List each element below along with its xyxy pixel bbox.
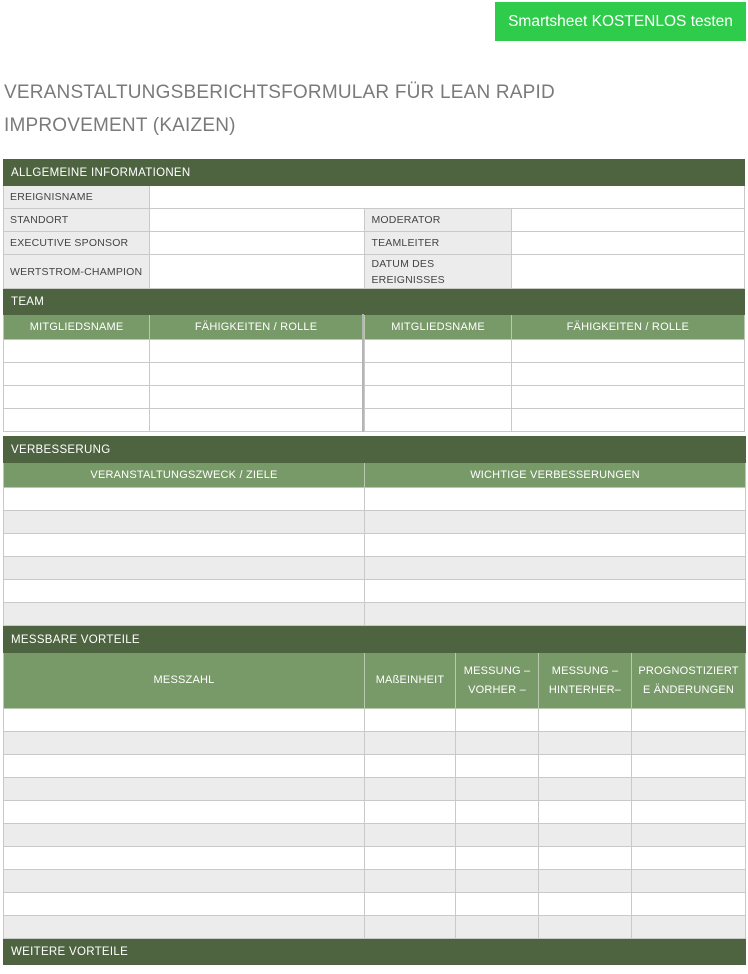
location-label: STANDORT — [4, 209, 150, 232]
benefit-cell[interactable] — [456, 893, 539, 916]
team-cell[interactable] — [511, 363, 744, 386]
team-cell[interactable] — [150, 340, 363, 363]
event-name-label: EREIGNISNAME — [4, 186, 150, 209]
benefit-cell[interactable] — [456, 870, 539, 893]
team-cell[interactable] — [4, 386, 150, 409]
team-cell[interactable] — [365, 363, 511, 386]
col-before: MESSUNG – VORHER – — [456, 653, 539, 709]
improvement-cell[interactable] — [4, 488, 365, 511]
benefit-cell[interactable] — [456, 709, 539, 732]
event-name-field[interactable] — [150, 186, 745, 209]
section-more-benefits: WEITERE VORTEILE — [4, 939, 746, 965]
benefit-cell[interactable] — [539, 801, 632, 824]
benefit-cell[interactable] — [456, 824, 539, 847]
section-improvement: VERBESSERUNG — [4, 437, 746, 463]
benefit-cell[interactable] — [632, 732, 746, 755]
benefit-cell[interactable] — [632, 709, 746, 732]
team-cell[interactable] — [511, 340, 744, 363]
benefit-cell[interactable] — [632, 755, 746, 778]
benefit-cell[interactable] — [4, 870, 365, 893]
benefit-cell[interactable] — [365, 824, 456, 847]
benefit-cell[interactable] — [4, 893, 365, 916]
team-col-skills-left: FÄHIGKEITEN / ROLLE — [150, 315, 363, 340]
benefit-cell[interactable] — [539, 732, 632, 755]
benefit-cell[interactable] — [539, 824, 632, 847]
benefit-cell[interactable] — [539, 870, 632, 893]
col-key-improvements: WICHTIGE VERBESSERUNGEN — [365, 463, 746, 488]
team-cell[interactable] — [150, 363, 363, 386]
benefit-cell[interactable] — [539, 847, 632, 870]
benefit-cell[interactable] — [365, 870, 456, 893]
benefit-cell[interactable] — [4, 732, 365, 755]
col-after: MESSUNG – HINTERHER– — [539, 653, 632, 709]
team-lead-label: TEAMLEITER — [365, 232, 511, 255]
benefit-cell[interactable] — [4, 824, 365, 847]
team-cell[interactable] — [150, 409, 363, 432]
improvement-cell[interactable] — [365, 557, 746, 580]
team-cell[interactable] — [4, 363, 150, 386]
improvement-cell[interactable] — [4, 603, 365, 626]
benefit-cell[interactable] — [456, 755, 539, 778]
benefit-cell[interactable] — [539, 916, 632, 939]
improvement-cell[interactable] — [365, 488, 746, 511]
benefit-cell[interactable] — [539, 755, 632, 778]
general-team-table — [3, 159, 745, 432]
team-col-member-right: MITGLIEDSNAME — [365, 315, 511, 340]
benefit-cell[interactable] — [539, 893, 632, 916]
value-stream-champion-label: WERTSTROM-CHAMPION — [4, 255, 150, 289]
team-cell[interactable] — [150, 386, 363, 409]
benefit-cell[interactable] — [539, 709, 632, 732]
benefit-cell[interactable] — [4, 755, 365, 778]
executive-sponsor-label: EXECUTIVE SPONSOR — [4, 232, 150, 255]
col-forecast: PROGNOSTIZIERTE ÄNDERUNGEN — [632, 653, 746, 709]
benefit-cell[interactable] — [4, 916, 365, 939]
benefit-cell[interactable] — [365, 893, 456, 916]
improvement-cell[interactable] — [365, 603, 746, 626]
benefit-cell[interactable] — [632, 778, 746, 801]
benefit-cell[interactable] — [456, 847, 539, 870]
benefit-cell[interactable] — [365, 709, 456, 732]
benefit-cell[interactable] — [539, 778, 632, 801]
benefit-cell[interactable] — [4, 847, 365, 870]
value-stream-champion-field[interactable] — [150, 255, 365, 289]
improvement-cell[interactable] — [365, 580, 746, 603]
col-unit: MAßEINHEIT — [365, 653, 456, 709]
page-title: VERANSTALTUNGSBERICHTSFORMULAR FÜR LEAN RAPID IMPROVEMENT (KAIZEN) — [4, 82, 555, 136]
benefit-cell[interactable] — [365, 778, 456, 801]
benefit-cell[interactable] — [632, 870, 746, 893]
event-date-label: DATUM DES EREIGNISSES — [365, 255, 511, 289]
section-team: TEAM — [4, 289, 745, 315]
moderator-field[interactable] — [511, 209, 744, 232]
benefit-cell[interactable] — [632, 847, 746, 870]
benefit-cell[interactable] — [365, 801, 456, 824]
benefit-cell[interactable] — [632, 893, 746, 916]
event-date-field[interactable] — [511, 255, 744, 289]
team-cell[interactable] — [511, 386, 744, 409]
team-cell[interactable] — [511, 409, 744, 432]
executive-sponsor-field[interactable] — [150, 232, 365, 255]
section-general-info: ALLGEMEINE INFORMATIONEN — [4, 160, 745, 186]
improvement-cell[interactable] — [4, 534, 365, 557]
benefit-cell[interactable] — [632, 916, 746, 939]
try-smartsheet-button[interactable]: Smartsheet KOSTENLOS testen — [495, 2, 746, 41]
team-col-member-left: MITGLIEDSNAME — [4, 315, 150, 340]
team-cell[interactable] — [4, 409, 150, 432]
benefit-cell[interactable] — [4, 801, 365, 824]
benefit-cell[interactable] — [456, 916, 539, 939]
team-col-skills-right: FÄHIGKEITEN / ROLLE — [511, 315, 744, 340]
benefit-cell[interactable] — [365, 847, 456, 870]
benefit-cell[interactable] — [4, 709, 365, 732]
team-lead-field[interactable] — [511, 232, 744, 255]
improvement-cell[interactable] — [4, 511, 365, 534]
benefit-cell[interactable] — [365, 732, 456, 755]
improvement-cell[interactable] — [4, 580, 365, 603]
benefit-cell[interactable] — [365, 916, 456, 939]
team-cell[interactable] — [365, 386, 511, 409]
benefit-cell[interactable] — [456, 732, 539, 755]
team-cell[interactable] — [365, 409, 511, 432]
benefit-cell[interactable] — [632, 824, 746, 847]
team-cell[interactable] — [365, 340, 511, 363]
moderator-label: MODERATOR — [365, 209, 511, 232]
location-field[interactable] — [150, 209, 365, 232]
improvement-cell[interactable] — [365, 511, 746, 534]
benefit-cell[interactable] — [456, 801, 539, 824]
team-cell[interactable] — [4, 340, 150, 363]
benefit-cell[interactable] — [632, 801, 746, 824]
col-purpose-goals: VERANSTALTUNGSZWECK / ZIELE — [4, 463, 365, 488]
col-metric: MESSZAHL — [4, 653, 365, 709]
improvement-cell[interactable] — [4, 557, 365, 580]
benefits-table — [3, 626, 746, 965]
benefit-cell[interactable] — [4, 778, 365, 801]
improvement-cell[interactable] — [365, 534, 746, 557]
benefit-cell[interactable] — [365, 755, 456, 778]
improvement-table — [3, 436, 746, 626]
section-measurable-benefits: MESSBARE VORTEILE — [4, 627, 746, 653]
benefit-cell[interactable] — [456, 778, 539, 801]
